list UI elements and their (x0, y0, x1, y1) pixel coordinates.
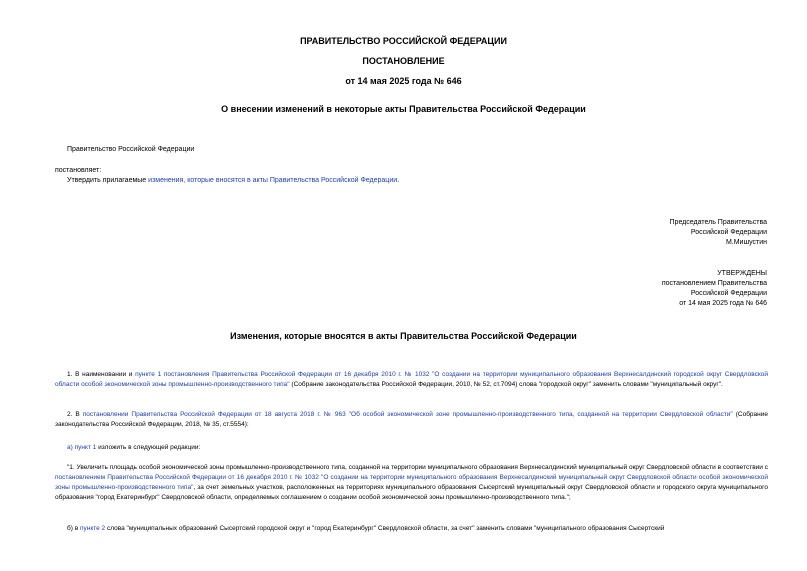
government-heading: ПРАВИТЕЛЬСТВО РОССИЙСКОЙ ФЕДЕРАЦИИ (300, 36, 507, 46)
approved-line1: УТВЕРЖДЕНЫ (717, 270, 767, 277)
approved-block (547, 269, 767, 309)
item-1 (55, 370, 768, 390)
approved-line4: от 14 мая 2025 года № 646 (679, 300, 767, 307)
item-2-link[interactable]: постановлении Правительства Российской Федерации от 18 августа 2018 г. № 963 "Об особой экономической зоне промышленно-производственного типа, созданной на территории Свердловской области" (82, 411, 733, 418)
item-2a (67, 443, 200, 453)
approve-suffix: . (397, 177, 400, 184)
item-2 (55, 410, 768, 430)
item-1-prefix: 1. В наименовании и (67, 371, 136, 378)
item-1-link[interactable]: пункте 1 постановления Правительства Российской Федерации от 16 декабря 2010 г. № 1032 "О создании на территории муниципального образования Верхнесалдинский городской округ Свердловской области особой экономической зоны промышленно-производственного типа" (55, 371, 768, 388)
item-2b (55, 524, 768, 544)
signature-line2: Российской Федерации (690, 229, 767, 236)
item-2-prefix: 2. В (67, 411, 83, 418)
item-1-suffix: (Собрание законодательства Российской Федерации, 2010, № 52, ст.7094) слова "городской округ" заменить словами "муниципальный округ". (289, 381, 723, 388)
item-2b-prefix: б) в (67, 525, 80, 532)
item-2a-suffix: изложить в следующей редакции: (96, 444, 201, 451)
document-title: О внесении изменений в некоторые акты Правительства Российской Федерации (221, 104, 586, 114)
quote-link[interactable]: постановлением Правительства Российской Федерации от 16 декабря 2010 г. № 1032 "О создании на территории муниципального образования Верхнесалдинский муниципальный округ Свердловской области особой экономической зоны промышленно-производственного типа" (55, 474, 768, 491)
approve-prefix: Утвердить прилагаемые (67, 177, 149, 184)
signature-line1: Председатель Правительства (669, 219, 767, 226)
quote-item-1 (55, 463, 768, 503)
preamble-approve (67, 176, 399, 186)
item-2-suffix: (Собрание законодательства Российской Федерации, 2018, № 35, ст.5554): (55, 411, 768, 428)
doc-type-heading: ПОСТАНОВЛЕНИЕ (362, 56, 445, 66)
date-number: от 14 мая 2025 года № 646 (345, 76, 462, 86)
item-2a-link[interactable]: а) пункт 1 (67, 444, 97, 451)
approved-line3: Российской Федерации (690, 290, 767, 297)
signature-block (547, 218, 767, 248)
approve-link[interactable]: изменения, которые вносятся в акты Правительства Российской Федерации (148, 177, 398, 184)
approved-line2: постановлением Правительства (661, 280, 767, 287)
preamble-government: Правительство Российской Федерации (67, 146, 195, 153)
item-2b-suffix: слова "муниципальных образований Сысертский городской округ и "город Екатеринбург" Свердловской области, за счет" заменить словами "муниципального образования Сысертский (105, 525, 665, 532)
preamble-decides: постановляет: (55, 167, 102, 174)
signature-line3: М.Мишустин (725, 239, 767, 246)
quote-suffix: , за счет земельных участков, расположенных на территориях муниципального образования Сысертский муниципальный округ Свердловской области и городского округа муниципального образования "город Екатеринбург" Свердловской области, определяемых соглашением о создании особой экономической зоны промышленно-производственного типа."; (55, 484, 768, 501)
changes-title: Изменения, которые вносятся в акты Правительства Российской Федерации (230, 331, 577, 341)
item-2b-link[interactable]: пункте 2 (79, 525, 106, 532)
quote-prefix: "1. Увеличить площадь особой экономической зоны промышленно-производственного типа, созданной на территории муниципального образования Верхнесалдинский муниципальный округ Свердловской области в соответствии с (67, 464, 768, 471)
